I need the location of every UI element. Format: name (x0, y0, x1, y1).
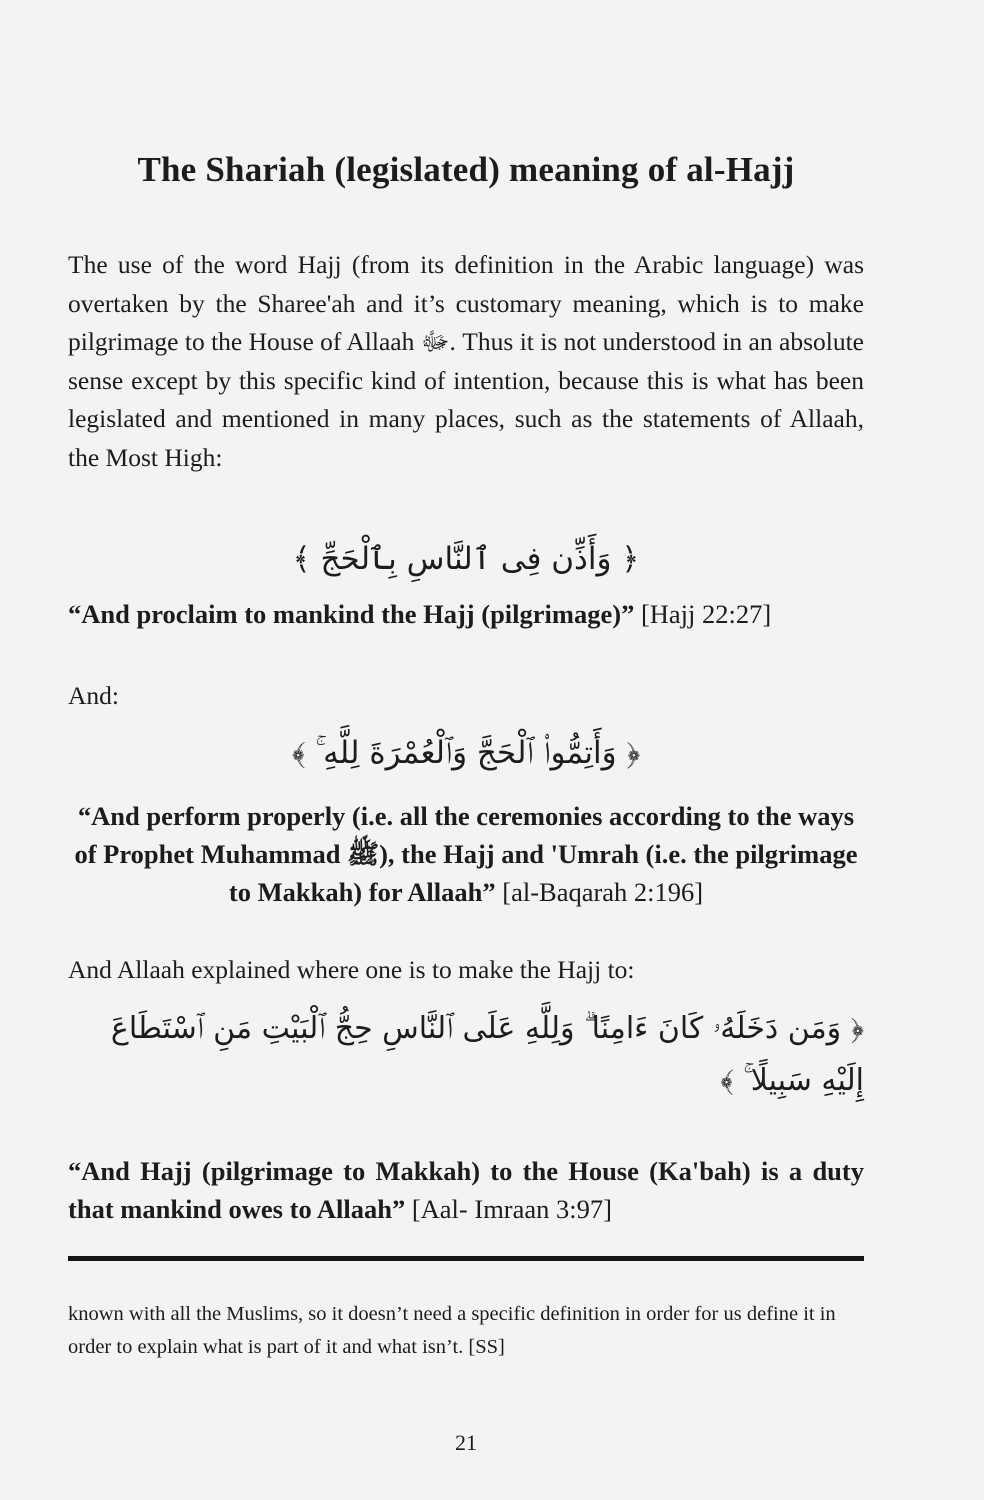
and-label: And: (68, 681, 119, 710)
verse-2-translation (68, 797, 864, 911)
verse-3-reference: [Aal- Imraan 3:97] (411, 1194, 612, 1224)
body-paragraph: The use of the word Hajj (from its definition in the Arabic language) was overtaken by the Sharee'ah and it’s customary meaning, which is to make pilgrimage to the House of Allaah ﷻ. Thus it is not understood in an absolute sense except by this specific kind of intention, because this is what has been legislated and mentioned in many places, such as the statements of Allaah, the Most High: (68, 250, 864, 472)
verse-3-quote: “And Hajj (pilgrimage to Makkah) to the House (Ka'bah) is a duty that mankind owes to Allaah” (68, 1156, 864, 1224)
verse-2-quote: “And perform properly (i.e. all the ceremonies according to the ways of Prophet Muhammad ﷺ), the Hajj and 'Umrah (i.e. the pilgrimage to Makkah) for Allaah” (74, 801, 858, 907)
verse-1-translation (68, 595, 864, 633)
page-title: The Shariah (legislated) meaning of al-Hajj (137, 150, 795, 189)
verse-1-reference: [Hajj 22:27] (640, 599, 772, 629)
verse-3-translation (68, 1152, 864, 1228)
arabic-verse-3: ﴿ وَمَن دَخَلَهُۥ كَانَ ءَامِنًا ۗ وَلِلَّهِ عَلَى ٱلنَّاسِ حِجُّ ٱلْبَيْتِ مَنِ ٱسْتَطَاعَ إِلَيْهِ سَبِيلًا ۚ ﴾ (110, 1011, 864, 1098)
arabic-verse-1: ﴿ وَأَذِّن فِى ٱلنَّاسِ بِٱلْحَجِّ ﴾ (292, 541, 640, 577)
intro-line: And Allaah explained where one is to make the Hajj to: (68, 955, 635, 984)
arabic-verse-2: ﴿ وَأَتِمُّوا۟ ٱلْحَجَّ وَٱلْعُمْرَةَ لِلَّهِ ۚ ﴾ (291, 735, 641, 771)
footnote-divider (68, 1256, 864, 1261)
page-number: 21 (455, 1430, 477, 1455)
footnote: known with all the Muslims, so it doesn’t need a specific definition in order for us define it in order to explain what is part of it and what isn’t. [SS] (68, 1303, 836, 1358)
verse-2-reference: [al-Baqarah 2:196] (502, 877, 704, 907)
book-page (68, 0, 864, 1500)
verse-1-quote: “And proclaim to mankind the Hajj (pilgrimage)” (68, 599, 635, 629)
